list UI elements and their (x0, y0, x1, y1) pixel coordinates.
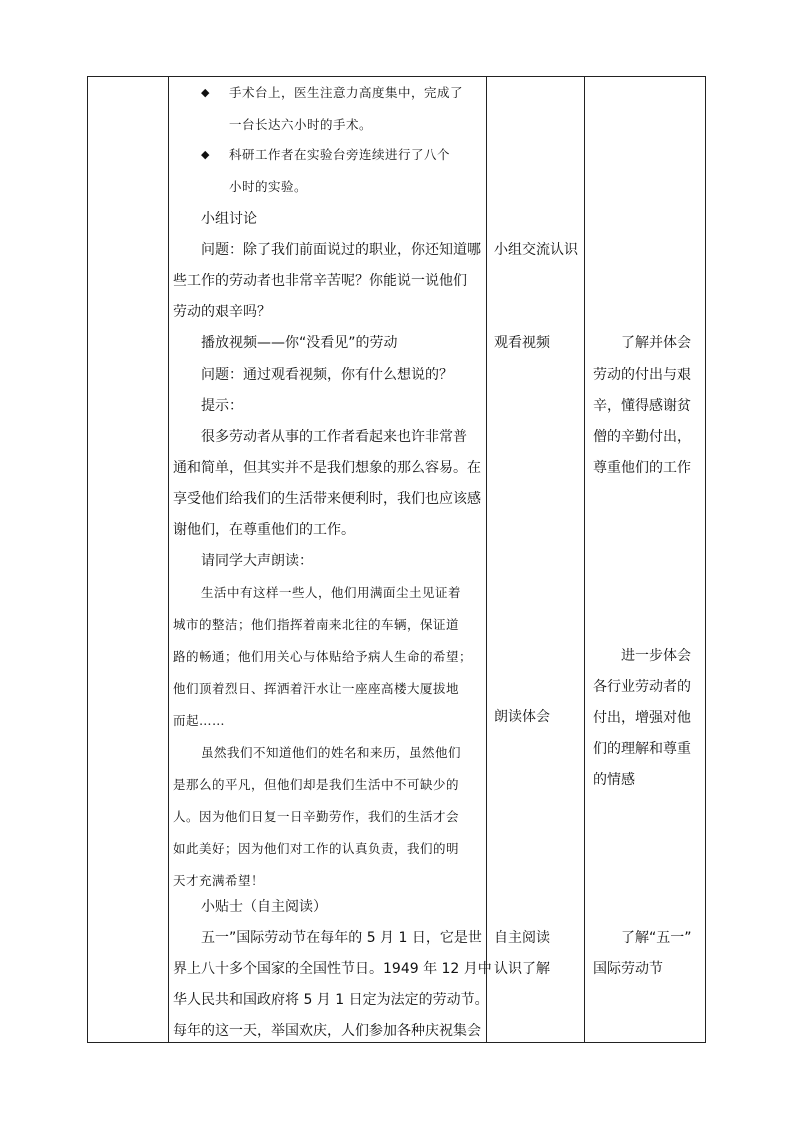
hint-line: 谢他们，在尊重他们的工作。 (173, 522, 355, 538)
empty-cell (88, 77, 168, 1042)
goal-video-line: 了解并体会 (621, 335, 691, 351)
goal-video-line: 劳动的付出与艰 (593, 367, 691, 383)
bullet-line: 一台长达六小时的手术。 (229, 117, 373, 132)
bullet-line: 手术台上，医生注意力高度集中，完成了 (229, 85, 464, 100)
bullet-line: 科研工作者在实验台旁连续进行了八个 (229, 147, 451, 162)
discussion-line: 劳动的艰辛吗？ (173, 304, 271, 320)
goal-video-line: 尊重他们的工作 (593, 460, 691, 476)
tips-line: 华人民共和国政府将 5 月 1 日定为法定的劳动节。 (173, 992, 489, 1008)
activity-cell (487, 77, 584, 1042)
goal-reading-line: 付出，增强对他 (593, 710, 691, 726)
reading-heading: 请同学大声朗读： (201, 553, 313, 569)
video-heading: 播放视频——你“没看见”的劳动 (201, 335, 398, 351)
activity-tips: 自主阅读 (494, 930, 550, 946)
reading-line: 生活中有这样一些人，他们用满面尘土见证着 (201, 585, 462, 600)
reading-line: 如此美好；因为他们对工作的认真负责，我们的明 (173, 841, 460, 856)
hint-line: 很多劳动者从事的工作者看起来也许非常普 (201, 429, 467, 445)
activity-video: 观看视频 (494, 335, 550, 351)
video-question: 问题：通过观看视频，你有什么想说的？ (201, 367, 453, 383)
reading-line: 而起…… (173, 713, 226, 728)
reading-line: 城市的整洁；他们指挥着南来北往的车辆，保证道 (173, 617, 460, 632)
bullet-line: 小时的实验。 (229, 179, 308, 194)
tips-heading: 小贴士（自主阅读） (201, 899, 327, 915)
activity-discussion: 小组交流认识 (494, 242, 578, 258)
reading-line: 虽然我们不知道他们的姓名和来历，虽然他们 (201, 745, 462, 760)
goal-reading-line: 各行业劳动者的 (593, 679, 691, 695)
tips-line: 每年的这一天，举国欢庆，人们参加各种庆祝集会 (173, 1023, 481, 1039)
goal-reading-line: 进一步体会 (621, 648, 691, 664)
reading-line: 路的畅通；他们用关心与体贴给予病人生命的希望； (173, 649, 473, 664)
hint-label: 提示： (201, 398, 243, 414)
goal-cell (585, 77, 706, 1042)
goal-reading-line: 们的理解和尊重 (593, 741, 691, 757)
discussion-line: 些工作的劳动者也非常辛苦呢？你能说一说他们 (173, 273, 467, 289)
tips-line: 五一”国际劳动节在每年的 5 月 1 日，它是世 (201, 930, 482, 946)
activity-tips: 认识了解 (494, 961, 550, 977)
lesson-table (87, 76, 706, 1043)
diamond-bullet-icon: ◆ (201, 148, 210, 161)
hint-line: 享受他们给我们的生活带来便利时，我们也应该感 (173, 491, 481, 507)
hint-line: 通和简单，但其实并不是我们想象的那么容易。在 (173, 460, 481, 476)
reading-line: 天才充满希望！ (173, 873, 265, 888)
discussion-line: 问题：除了我们前面说过的职业，你还知道哪 (201, 242, 481, 258)
activity-reading: 朗读体会 (494, 709, 550, 725)
goal-tips-line: 了解“五一” (621, 930, 692, 946)
reading-line: 人。因为他们日复一日辛勤劳作，我们的生活才会 (173, 809, 460, 824)
reading-line: 是那么的平凡，但他们却是我们生活中不可缺少的 (173, 777, 460, 792)
goal-tips-line: 国际劳动节 (593, 961, 663, 977)
content-cell (169, 77, 492, 1042)
tips-line: 界上八十多个国家的全国性节日。1949 年 12 月中 (173, 961, 492, 977)
discussion-heading: 小组讨论 (201, 211, 257, 227)
diamond-bullet-icon: ◆ (201, 86, 210, 99)
goal-reading-line: 的情感 (593, 772, 635, 788)
reading-line: 他们顶着烈日、挥洒着汗水让一座座高楼大厦拔地 (173, 681, 460, 696)
goal-video-line: 僧的辛勤付出， (593, 429, 691, 445)
goal-video-line: 辛，懂得感谢贫 (593, 398, 691, 414)
